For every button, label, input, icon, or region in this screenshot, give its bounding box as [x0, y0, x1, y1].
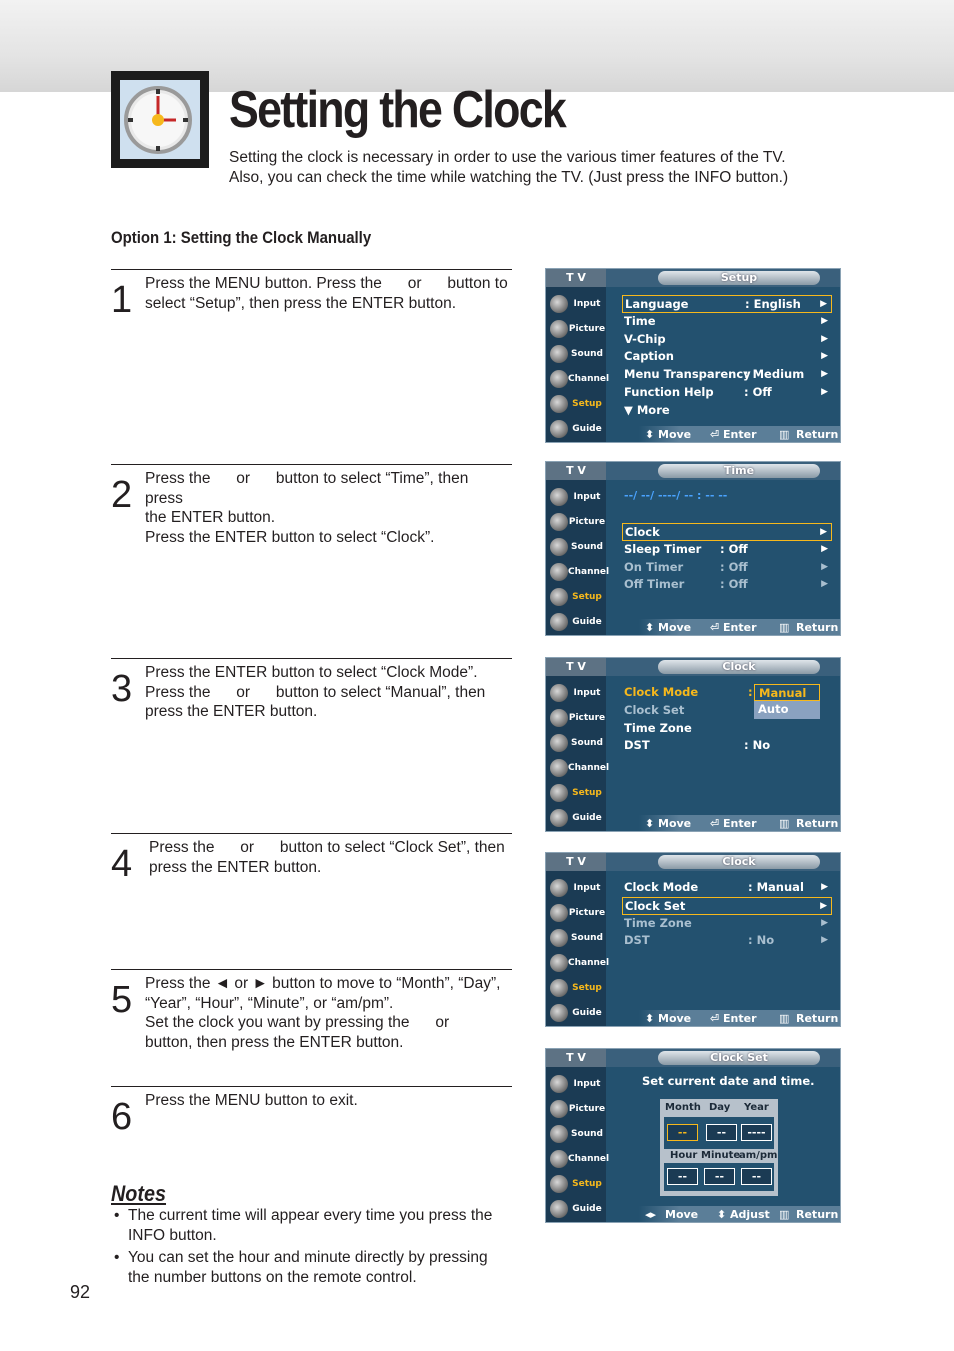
setup-icon [550, 588, 568, 606]
osd-footer [639, 426, 841, 443]
guide-icon [550, 613, 568, 631]
osd-row-on-timer[interactable] [622, 559, 832, 577]
osd-side-label: Setup [572, 788, 602, 798]
osd-side-label: Picture [568, 324, 606, 334]
input-icon [550, 488, 568, 506]
osd-side-label: Picture [568, 517, 606, 527]
footer-move: Move [658, 817, 692, 830]
osd-row-caption[interactable] [622, 348, 832, 366]
arrow-right-icon: ▶ [821, 579, 828, 590]
minute-field[interactable]: -- [704, 1168, 735, 1185]
up-down-arrows-icon: ⬍ [645, 428, 655, 441]
osd-row-label: Time Zone [624, 915, 692, 930]
day-field[interactable]: -- [706, 1124, 737, 1141]
osd-side-item-setup[interactable] [548, 586, 606, 608]
osd-row-label: Clock Mode [624, 880, 699, 894]
input-icon [550, 295, 568, 313]
intro-text [229, 148, 829, 187]
osd-side-item-channel[interactable] [548, 1148, 610, 1170]
arrow-right-icon: ▶ [821, 315, 828, 326]
osd-clock-set-screen [545, 1048, 841, 1223]
osd-side-label: Picture [568, 908, 606, 918]
osd-header [606, 658, 841, 676]
osd-menu-rows [622, 523, 832, 594]
input-icon [550, 684, 568, 702]
clock-mode-dropdown[interactable] [754, 684, 820, 719]
setup-icon [550, 979, 568, 997]
osd-row-label: Off Timer [624, 577, 685, 592]
osd-side-label: Picture [568, 713, 606, 723]
step-number: 6 [111, 1096, 133, 1138]
sound-icon [550, 929, 568, 947]
step-text [145, 469, 510, 547]
osd-side-item-channel[interactable] [548, 952, 610, 974]
section-heading: Option 1: Setting the Clock Manually [111, 228, 372, 247]
ampm-field[interactable]: -- [741, 1168, 772, 1185]
menu-icon: ▥ [779, 817, 790, 830]
dropdown-option-manual[interactable]: Manual [754, 684, 820, 701]
osd-row-label: ▼ More [624, 402, 670, 417]
page-title: Setting the Clock [229, 81, 566, 139]
footer-return: Return [796, 1208, 839, 1221]
note-item: • You can set the hour and minute directly by pressing the number buttons on the remote control. [111, 1248, 511, 1287]
step-line: press the ENTER button. [145, 703, 318, 720]
step-line: “Year”, “Hour”, “Minute”, or “am/pm”. [145, 994, 394, 1012]
menu-icon: ▥ [779, 621, 790, 634]
step-line: button, then press the ENTER button. [145, 1033, 404, 1051]
osd-sidebar [546, 1049, 610, 1222]
year-field[interactable]: ---- [741, 1124, 772, 1141]
footer-return: Return [796, 1012, 839, 1025]
menu-icon: ▥ [779, 1012, 790, 1025]
setup-icon [550, 395, 568, 413]
guide-icon [550, 809, 568, 827]
intro-line: Also, you can check the time while watching the TV. (Just press the INFO button.) [229, 168, 789, 186]
osd-row-label: Function Help [624, 384, 714, 399]
osd-side-item-sound[interactable] [548, 536, 606, 558]
osd-side-label: Channel [568, 374, 610, 384]
step-line: Press the ◄ or ► button to move to “Month”, “Day”, [145, 975, 501, 992]
menu-icon: ▥ [779, 1208, 790, 1221]
osd-row-value: : [748, 685, 753, 699]
osd-tv-label: T V [546, 1049, 606, 1067]
osd-menu-rows [622, 879, 832, 950]
input-icon [550, 1075, 568, 1093]
channel-icon [550, 954, 568, 972]
osd-side-label: Setup [572, 1179, 602, 1189]
step-text [145, 1091, 510, 1111]
osd-header [606, 462, 841, 480]
osd-tv-label: T V [546, 269, 606, 287]
arrow-right-icon: ▶ [821, 935, 828, 946]
footer-move: Move [658, 428, 692, 441]
clock-set-panel [660, 1099, 778, 1196]
osd-side-label: Sound [571, 349, 603, 359]
osd-row-label: Clock Set [624, 702, 685, 717]
osd-row-label: Clock [625, 525, 660, 539]
picture-icon [550, 513, 568, 531]
osd-row-value: : Medium [744, 367, 805, 382]
osd-side-item-guide[interactable] [548, 1002, 606, 1024]
footer-move: Move [658, 1012, 692, 1025]
osd-row-clock[interactable] [622, 523, 832, 541]
osd-side-label: Sound [571, 542, 603, 552]
enter-icon: ⏎ [710, 621, 720, 634]
osd-tv-label: T V [546, 462, 606, 480]
osd-header [606, 269, 841, 287]
arrow-right-icon: ▶ [820, 299, 827, 309]
step-number: 3 [111, 668, 133, 710]
osd-side-label: Setup [572, 399, 602, 409]
notes-list [111, 1206, 511, 1290]
osd-sidebar [546, 853, 610, 1026]
osd-side-label: Channel [568, 1154, 610, 1164]
channel-icon [550, 759, 568, 777]
step-line: Press the ENTER button to select “Clock Mode”. [145, 664, 478, 681]
label-month: Month [665, 1102, 701, 1113]
arrow-right-icon: ▶ [821, 543, 828, 554]
osd-title: Clock Set [658, 1051, 820, 1065]
footer-move: Move [665, 1208, 699, 1221]
guide-icon [550, 420, 568, 438]
osd-side-item-input[interactable] [548, 1073, 606, 1095]
osd-side-item-input[interactable] [548, 293, 606, 315]
arrow-right-icon: ▶ [821, 333, 828, 344]
sound-icon [550, 345, 568, 363]
step-line: press the ENTER button. [149, 858, 322, 876]
hour-field[interactable]: -- [667, 1168, 698, 1185]
arrow-right-icon: ▶ [821, 917, 828, 928]
osd-side-item-sound[interactable] [548, 343, 606, 365]
step-number: 1 [111, 279, 133, 321]
osd-row-value: : Off [720, 559, 748, 574]
picture-icon [550, 709, 568, 727]
sound-icon [550, 538, 568, 556]
enter-icon: ⏎ [710, 1012, 720, 1025]
osd-row-value: : English [745, 297, 801, 311]
clock-set-message: Set current date and time. [642, 1074, 815, 1088]
step-number: 4 [111, 843, 133, 885]
osd-side-item-channel[interactable] [548, 368, 610, 390]
footer-enter: Enter [723, 621, 757, 634]
osd-side-item-setup[interactable] [548, 782, 606, 804]
osd-side-label: Channel [568, 763, 610, 773]
osd-side-item-picture[interactable] [548, 511, 606, 533]
step-line: select “Setup”, then press the ENTER button. [145, 294, 457, 312]
osd-row-value: : Off [720, 541, 748, 556]
note-item: • The current time will appear every time you press the INFO button. [111, 1206, 511, 1245]
osd-side-item-picture[interactable] [548, 318, 606, 340]
arrow-right-icon: ▶ [821, 386, 828, 397]
footer-enter: Enter [723, 1012, 757, 1025]
up-down-arrows-icon: ⬍ [717, 1208, 727, 1221]
osd-side-item-channel[interactable] [548, 561, 610, 583]
step-line: the ENTER button. [145, 509, 276, 526]
enter-icon: ⏎ [710, 428, 720, 441]
osd-side-label: Guide [572, 424, 602, 434]
label-ampm: am/pm [739, 1150, 778, 1161]
footer-move: Move [658, 621, 692, 634]
menu-icon: ▥ [779, 428, 790, 441]
osd-sidebar [546, 462, 610, 635]
picture-icon [550, 904, 568, 922]
label-minute: Minute [701, 1150, 741, 1161]
notes-heading: Notes [111, 1181, 167, 1206]
osd-row-label: Language [625, 297, 689, 311]
osd-side-label: Picture [568, 1104, 606, 1114]
setup-icon [550, 1175, 568, 1193]
osd-side-label: Input [573, 688, 601, 698]
osd-clock-mode-menu [545, 657, 841, 832]
osd-row-label: DST [624, 933, 650, 948]
osd-side-item-setup[interactable] [548, 977, 606, 999]
osd-sidebar [546, 269, 610, 442]
osd-row-label: DST [624, 738, 650, 753]
osd-side-label: Channel [568, 958, 610, 968]
osd-title: Clock [658, 660, 820, 674]
arrow-right-icon: ▶ [821, 561, 828, 572]
arrow-right-icon: ▶ [821, 351, 828, 362]
guide-icon [550, 1004, 568, 1022]
label-day: Day [709, 1102, 731, 1113]
osd-row-time[interactable] [622, 313, 832, 331]
osd-row-off-timer[interactable] [622, 576, 832, 594]
osd-header [606, 853, 841, 871]
osd-side-item-picture[interactable] [548, 707, 606, 729]
osd-row-sleep-timer[interactable] [622, 541, 832, 559]
osd-title: Clock [658, 855, 820, 869]
footer-enter: Enter [723, 428, 757, 441]
osd-side-label: Channel [568, 567, 610, 577]
osd-row-language[interactable] [622, 295, 832, 313]
osd-side-item-guide[interactable] [548, 418, 606, 440]
osd-side-label: Sound [571, 1129, 603, 1139]
step-text [149, 838, 514, 877]
step-number: 5 [111, 979, 133, 1021]
enter-icon: ⏎ [710, 817, 720, 830]
step-text [145, 974, 513, 1052]
date-fields [664, 1117, 774, 1149]
osd-side-item-guide[interactable] [548, 1198, 606, 1220]
step-6 [111, 1086, 512, 1156]
osd-row-label: Sleep Timer [624, 541, 702, 556]
osd-header [606, 1049, 841, 1067]
footer-return: Return [796, 428, 839, 441]
footer-adjust: Adjust [730, 1208, 770, 1221]
osd-row-label: Clock Set [625, 898, 686, 913]
picture-icon [550, 320, 568, 338]
step-number: 2 [111, 474, 133, 516]
step-text [145, 274, 510, 313]
time-fields [664, 1163, 774, 1191]
osd-row-value: : Off [720, 577, 748, 592]
osd-clock-set-menu [545, 852, 841, 1027]
osd-title: Time [658, 464, 820, 478]
osd-side-label: Guide [572, 813, 602, 823]
osd-side-label: Input [573, 492, 601, 502]
osd-side-item-sound[interactable] [548, 1123, 606, 1145]
step-2 [111, 464, 512, 654]
osd-side-item-guide[interactable] [548, 807, 606, 829]
osd-footer [639, 1010, 841, 1027]
step-3 [111, 658, 512, 828]
dropdown-option-auto[interactable]: Auto [758, 702, 789, 716]
channel-icon [550, 370, 568, 388]
osd-title: Setup [658, 271, 820, 285]
footer-return: Return [796, 817, 839, 830]
osd-side-label: Setup [572, 983, 602, 993]
osd-side-item-guide[interactable] [548, 611, 606, 633]
osd-side-item-input[interactable] [548, 877, 606, 899]
osd-side-item-channel[interactable] [548, 757, 610, 779]
osd-row-dst[interactable] [622, 932, 832, 950]
left-right-arrows-icon: ◂▸ [645, 1208, 657, 1221]
step-line: Press the MENU button. Press the or button to [145, 275, 508, 292]
arrow-right-icon: ▶ [821, 369, 828, 380]
arrow-right-icon: ▶ [821, 882, 828, 892]
step-line: Press the or button to select “Time”, then press [145, 470, 469, 507]
osd-side-label: Guide [572, 617, 602, 627]
footer-return: Return [796, 621, 839, 634]
channel-icon [550, 563, 568, 581]
osd-side-label: Input [573, 883, 601, 893]
osd-row-label: Time Zone [624, 720, 692, 735]
month-field[interactable]: -- [667, 1124, 698, 1141]
osd-row-value: : No [748, 933, 775, 948]
osd-side-item-picture[interactable] [548, 902, 606, 924]
page-number: 92 [70, 1282, 91, 1302]
osd-row-label: Clock Mode [624, 685, 699, 699]
up-down-arrows-icon: ⬍ [645, 621, 655, 634]
osd-row-label: Caption [624, 349, 674, 364]
osd-side-item-input[interactable] [548, 486, 606, 508]
osd-side-label: Setup [572, 592, 602, 602]
osd-footer [639, 619, 841, 636]
osd-side-label: Guide [572, 1204, 602, 1214]
input-icon [550, 879, 568, 897]
osd-row-value: : Off [744, 384, 772, 399]
osd-row-more[interactable] [622, 402, 832, 420]
step-text [145, 663, 510, 722]
osd-row-value: : No [744, 738, 771, 753]
osd-setup-menu [545, 268, 841, 443]
osd-side-item-setup[interactable] [548, 393, 606, 415]
osd-row-clock-mode[interactable] [622, 879, 832, 897]
osd-row-vchip[interactable] [622, 331, 832, 349]
step-line: Press the ENTER button to select “Clock”. [145, 528, 435, 546]
osd-side-label: Input [573, 1079, 601, 1089]
label-year: Year [744, 1102, 769, 1113]
osd-side-label: Sound [571, 933, 603, 943]
osd-row-function-help[interactable] [622, 384, 832, 402]
osd-row-time-zone[interactable] [622, 720, 832, 738]
osd-row-menu-transparency[interactable] [622, 366, 832, 384]
osd-sidebar [546, 658, 610, 831]
osd-row-clock-set[interactable] [622, 897, 832, 915]
setup-icon [550, 784, 568, 802]
osd-side-item-setup[interactable] [548, 1173, 606, 1195]
osd-tv-label: T V [546, 853, 606, 871]
osd-tv-label: T V [546, 658, 606, 676]
sound-icon [550, 1125, 568, 1143]
osd-row-label: Menu Transparency [624, 367, 751, 382]
osd-footer [639, 815, 841, 832]
intro-line: Setting the clock is necessary in order to use the various timer features of the TV. [229, 149, 786, 166]
osd-time-menu [545, 461, 841, 636]
osd-row-value: : Manual [748, 880, 804, 894]
osd-row-label: Time [624, 313, 656, 328]
osd-side-item-sound[interactable] [548, 927, 606, 949]
arrow-right-icon: ▶ [820, 900, 827, 911]
up-down-arrows-icon: ⬍ [645, 1012, 655, 1025]
osd-side-item-sound[interactable] [548, 732, 606, 754]
step-1 [111, 269, 512, 459]
arrow-right-icon: ▶ [820, 527, 827, 537]
osd-side-item-input[interactable] [548, 682, 606, 704]
osd-row-time-zone[interactable] [622, 915, 832, 933]
footer-enter: Enter [723, 817, 757, 830]
step-line: Press the or button to select “Manual”, then [145, 683, 486, 701]
step-line: Set the clock you want by pressing the or [145, 1014, 450, 1031]
osd-clock-readout: --/ --/ ----/ -- : -- -- [624, 489, 728, 502]
step-line: Press the or button to select “Clock Set”, then [149, 839, 505, 856]
step-5 [111, 969, 512, 1079]
sound-icon [550, 734, 568, 752]
osd-side-item-picture[interactable] [548, 1098, 606, 1120]
up-down-arrows-icon: ⬍ [645, 817, 655, 830]
step-line: Press the MENU button to exit. [145, 1092, 358, 1109]
step-4 [111, 833, 512, 963]
osd-row-label: On Timer [624, 559, 684, 574]
picture-icon [550, 1100, 568, 1118]
guide-icon [550, 1200, 568, 1218]
osd-side-label: Sound [571, 738, 603, 748]
osd-menu-rows [622, 295, 832, 420]
clock-icon [111, 71, 209, 168]
channel-icon [550, 1150, 568, 1168]
osd-footer [639, 1206, 841, 1223]
osd-row-label: V-Chip [624, 331, 666, 346]
osd-side-label: Input [573, 299, 601, 309]
osd-row-dst[interactable] [622, 737, 832, 755]
osd-side-label: Guide [572, 1008, 602, 1018]
label-hour: Hour [670, 1150, 698, 1161]
